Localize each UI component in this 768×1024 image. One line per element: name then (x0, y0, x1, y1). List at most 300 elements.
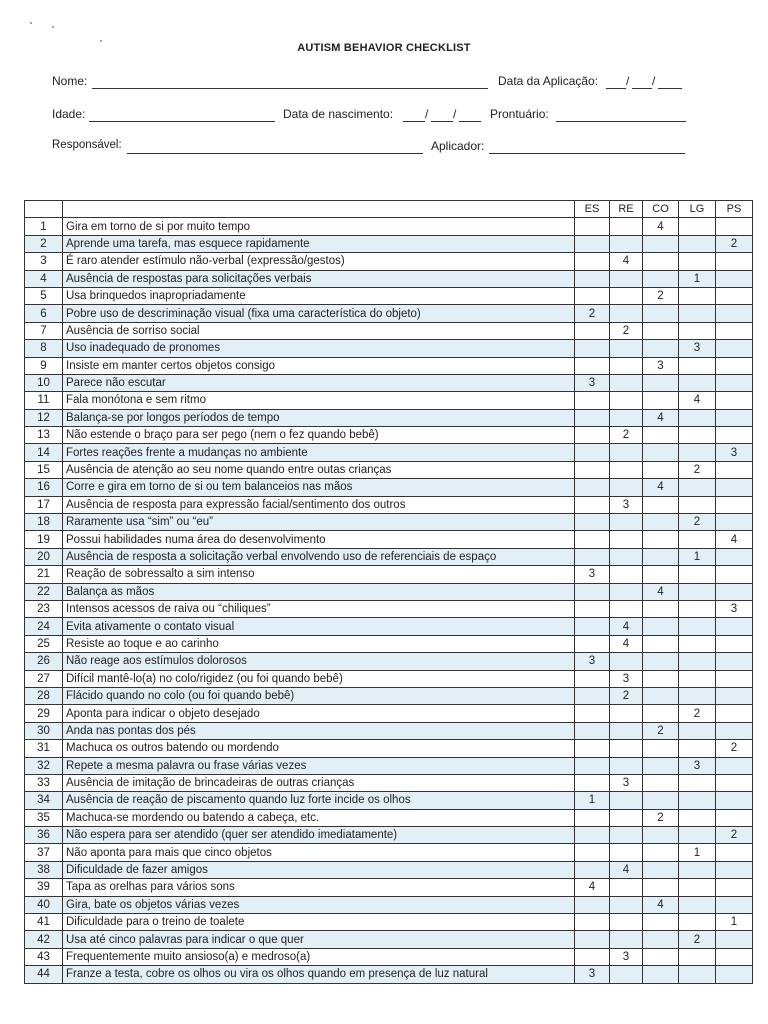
table-row (25, 861, 753, 878)
score-cell-lg[interactable] (679, 409, 716, 426)
score-cell-es[interactable] (575, 914, 610, 931)
item-number: 39 (25, 879, 63, 896)
score-cell-re[interactable] (610, 600, 643, 617)
score-cell-co[interactable] (643, 966, 679, 983)
item-number: 40 (25, 896, 63, 913)
score-cell-re[interactable] (610, 844, 643, 861)
score-cell-co[interactable] (643, 548, 679, 565)
score-cell-es[interactable]: 3 (575, 374, 610, 391)
score-cell-es[interactable]: 3 (575, 653, 610, 670)
score-cell-lg[interactable] (679, 809, 716, 826)
idade-input-line[interactable] (89, 121, 275, 122)
item-number: 37 (25, 844, 63, 861)
score-cell-ps[interactable] (716, 653, 753, 670)
score-cell-ps[interactable] (716, 583, 753, 600)
score-cell-lg[interactable] (679, 479, 716, 496)
score-cell-co[interactable] (643, 653, 679, 670)
score-cell-ps[interactable] (716, 461, 753, 478)
score-cell-lg[interactable] (679, 722, 716, 739)
score-cell-es[interactable] (575, 322, 610, 339)
score-cell-co[interactable] (643, 566, 679, 583)
score-cell-re[interactable] (610, 827, 643, 844)
score-cell-es[interactable] (575, 340, 610, 357)
table-row (25, 948, 753, 965)
score-cell-co[interactable] (643, 235, 679, 252)
score-cell-es[interactable]: 4 (575, 879, 610, 896)
score-cell-re[interactable] (610, 653, 643, 670)
score-cell-lg[interactable] (679, 235, 716, 252)
score-cell-es[interactable] (575, 409, 610, 426)
item-description: Machuca os outros batendo ou mordendo (63, 740, 575, 757)
score-cell-co[interactable] (643, 618, 679, 635)
score-cell-es[interactable] (575, 357, 610, 374)
score-cell-ps[interactable] (716, 392, 753, 409)
data-nascimento-year-line[interactable] (459, 121, 481, 122)
score-cell-re[interactable] (610, 235, 643, 252)
score-cell-re[interactable] (610, 809, 643, 826)
table-row (25, 496, 753, 513)
table-row (25, 653, 753, 670)
score-cell-ps[interactable] (716, 305, 753, 322)
score-cell-re[interactable] (610, 931, 643, 948)
score-cell-es[interactable] (575, 757, 610, 774)
item-description: Evita ativamente o contato visual (63, 618, 575, 635)
score-cell-lg[interactable]: 1 (679, 844, 716, 861)
score-cell-co[interactable] (643, 861, 679, 878)
score-cell-co[interactable] (643, 514, 679, 531)
item-description: Dificuldade de fazer amigos (63, 861, 575, 878)
score-cell-es[interactable] (575, 218, 610, 235)
score-cell-co[interactable] (643, 687, 679, 704)
score-cell-re[interactable]: 4 (610, 618, 643, 635)
score-cell-es[interactable] (575, 827, 610, 844)
score-cell-es[interactable] (575, 392, 610, 409)
score-cell-es[interactable] (575, 235, 610, 252)
score-cell-co[interactable]: 4 (643, 896, 679, 913)
score-cell-re[interactable] (610, 357, 643, 374)
score-cell-co[interactable] (643, 444, 679, 461)
score-cell-ps[interactable]: 4 (716, 531, 753, 548)
item-description: Fala monótona e sem ritmo (63, 392, 575, 409)
item-description: Dificuldade para o treino de toalete (63, 914, 575, 931)
score-cell-lg[interactable] (679, 444, 716, 461)
score-cell-co[interactable]: 2 (643, 287, 679, 304)
item-number: 9 (25, 357, 63, 374)
score-cell-co[interactable] (643, 670, 679, 687)
score-cell-ps[interactable] (716, 809, 753, 826)
score-cell-lg[interactable] (679, 792, 716, 809)
score-cell-es[interactable] (575, 514, 610, 531)
score-cell-es[interactable]: 3 (575, 566, 610, 583)
score-cell-ps[interactable] (716, 896, 753, 913)
score-cell-co[interactable] (643, 774, 679, 791)
score-cell-lg[interactable] (679, 879, 716, 896)
score-cell-ps[interactable] (716, 757, 753, 774)
score-cell-es[interactable]: 3 (575, 966, 610, 983)
score-cell-es[interactable] (575, 896, 610, 913)
score-cell-lg[interactable] (679, 896, 716, 913)
data-nascimento-day-line[interactable] (403, 121, 425, 122)
score-cell-re[interactable] (610, 270, 643, 287)
data-nascimento-month-line[interactable] (431, 121, 453, 122)
score-cell-re[interactable] (610, 461, 643, 478)
score-cell-co[interactable] (643, 600, 679, 617)
score-cell-lg[interactable] (679, 305, 716, 322)
score-cell-re[interactable] (610, 757, 643, 774)
score-cell-lg[interactable] (679, 687, 716, 704)
score-cell-ps[interactable] (716, 618, 753, 635)
column-header-row (25, 201, 753, 218)
score-cell-co[interactable] (643, 305, 679, 322)
score-cell-re[interactable] (610, 409, 643, 426)
score-cell-lg[interactable] (679, 583, 716, 600)
table-row (25, 461, 753, 478)
column-header-ps: PS (716, 201, 753, 218)
data-aplicacao-label: Data da Aplicação: (498, 74, 599, 88)
score-cell-re[interactable] (610, 287, 643, 304)
item-description: Franze a testa, cobre os olhos ou vira os olhos quando em presença de luz natural (63, 966, 575, 983)
score-cell-ps[interactable] (716, 427, 753, 444)
score-cell-lg[interactable] (679, 740, 716, 757)
score-cell-es[interactable] (575, 253, 610, 270)
score-cell-ps[interactable]: 2 (716, 740, 753, 757)
item-number: 5 (25, 287, 63, 304)
score-cell-co[interactable]: 2 (643, 809, 679, 826)
score-cell-es[interactable] (575, 931, 610, 948)
data-aplicacao-day-line[interactable] (606, 88, 626, 89)
score-cell-es[interactable] (575, 722, 610, 739)
score-cell-es[interactable] (575, 844, 610, 861)
score-cell-co[interactable] (643, 757, 679, 774)
score-cell-re[interactable]: 4 (610, 253, 643, 270)
score-cell-ps[interactable] (716, 322, 753, 339)
score-cell-ps[interactable] (716, 774, 753, 791)
score-cell-re[interactable]: 3 (610, 948, 643, 965)
score-cell-re[interactable] (610, 722, 643, 739)
score-cell-re[interactable]: 4 (610, 861, 643, 878)
responsavel-input-line[interactable] (127, 153, 423, 154)
score-cell-lg[interactable] (679, 914, 716, 931)
item-description: Ausência de sorriso social (63, 322, 575, 339)
score-cell-ps[interactable] (716, 218, 753, 235)
item-number: 20 (25, 548, 63, 565)
score-cell-ps[interactable] (716, 479, 753, 496)
aplicador-label: Aplicador: (431, 139, 485, 153)
score-cell-ps[interactable] (716, 287, 753, 304)
score-cell-lg[interactable] (679, 218, 716, 235)
score-cell-co[interactable] (643, 931, 679, 948)
score-cell-re[interactable] (610, 305, 643, 322)
item-description: Repete a mesma palavra ou frase várias vezes (63, 757, 575, 774)
item-number: 23 (25, 600, 63, 617)
score-cell-ps[interactable] (716, 374, 753, 391)
item-description: Ausência de resposta para expressão facial/sentimento dos outros (63, 496, 575, 513)
item-number: 21 (25, 566, 63, 583)
score-cell-es[interactable] (575, 948, 610, 965)
item-description: Resiste ao toque e ao carinho (63, 635, 575, 652)
score-cell-ps[interactable] (716, 496, 753, 513)
data-nascimento-label: Data de nascimento: (283, 107, 394, 121)
score-cell-co[interactable]: 2 (643, 722, 679, 739)
score-cell-co[interactable] (643, 705, 679, 722)
score-cell-es[interactable] (575, 270, 610, 287)
score-cell-re[interactable] (610, 392, 643, 409)
score-cell-re[interactable] (610, 531, 643, 548)
score-cell-re[interactable] (610, 374, 643, 391)
score-cell-co[interactable] (643, 374, 679, 391)
score-cell-es[interactable] (575, 600, 610, 617)
nome-input-line[interactable] (92, 88, 488, 89)
score-cell-lg[interactable]: 1 (679, 270, 716, 287)
score-cell-es[interactable] (575, 548, 610, 565)
item-description: Insiste em manter certos objetos consigo (63, 357, 575, 374)
table-row (25, 305, 753, 322)
score-cell-ps[interactable] (716, 566, 753, 583)
item-number: 32 (25, 757, 63, 774)
table-row (25, 566, 753, 583)
responsavel-label: Responsável: (52, 139, 122, 151)
table-row (25, 966, 753, 983)
form-title: AUTISM BEHAVIOR CHECKLIST (297, 42, 471, 54)
score-cell-lg[interactable] (679, 427, 716, 444)
column-header-lg: LG (679, 201, 716, 218)
score-cell-es[interactable] (575, 583, 610, 600)
score-cell-re[interactable]: 3 (610, 496, 643, 513)
header-number-cell (25, 201, 63, 218)
score-cell-es[interactable] (575, 705, 610, 722)
score-cell-lg[interactable] (679, 635, 716, 652)
score-cell-co[interactable] (643, 340, 679, 357)
score-cell-lg[interactable]: 2 (679, 514, 716, 531)
score-cell-es[interactable] (575, 618, 610, 635)
score-cell-es[interactable] (575, 427, 610, 444)
item-number: 29 (25, 705, 63, 722)
score-cell-ps[interactable]: 3 (716, 444, 753, 461)
score-cell-co[interactable] (643, 879, 679, 896)
score-cell-es[interactable] (575, 444, 610, 461)
score-cell-co[interactable]: 4 (643, 583, 679, 600)
score-cell-es[interactable] (575, 687, 610, 704)
score-cell-co[interactable] (643, 496, 679, 513)
score-cell-lg[interactable] (679, 966, 716, 983)
score-cell-co[interactable] (643, 948, 679, 965)
score-cell-ps[interactable] (716, 705, 753, 722)
table-row (25, 687, 753, 704)
score-cell-lg[interactable] (679, 670, 716, 687)
item-number: 34 (25, 792, 63, 809)
item-description: Usa até cinco palavras para indicar o que quer (63, 931, 575, 948)
score-cell-es[interactable] (575, 774, 610, 791)
score-cell-lg[interactable] (679, 948, 716, 965)
aplicador-input-line[interactable] (489, 153, 685, 154)
score-cell-ps[interactable] (716, 844, 753, 861)
score-cell-co[interactable] (643, 270, 679, 287)
score-cell-co[interactable] (643, 461, 679, 478)
score-cell-es[interactable] (575, 496, 610, 513)
table-row (25, 635, 753, 652)
item-number: 14 (25, 444, 63, 461)
score-cell-re[interactable] (610, 705, 643, 722)
prontuario-input-line[interactable] (556, 121, 686, 122)
score-cell-lg[interactable] (679, 774, 716, 791)
score-cell-ps[interactable]: 2 (716, 827, 753, 844)
table-row (25, 287, 753, 304)
score-cell-co[interactable]: 4 (643, 409, 679, 426)
score-cell-lg[interactable] (679, 653, 716, 670)
score-cell-re[interactable] (610, 444, 643, 461)
table-row (25, 792, 753, 809)
column-header-es: ES (575, 201, 610, 218)
score-cell-co[interactable] (643, 635, 679, 652)
score-cell-lg[interactable]: 2 (679, 705, 716, 722)
score-cell-lg[interactable] (679, 531, 716, 548)
score-cell-co[interactable]: 4 (643, 479, 679, 496)
score-cell-ps[interactable] (716, 548, 753, 565)
score-cell-ps[interactable]: 2 (716, 235, 753, 252)
score-cell-es[interactable]: 2 (575, 305, 610, 322)
header-description-cell (63, 201, 575, 218)
score-cell-re[interactable] (610, 218, 643, 235)
data-aplicacao-month-line[interactable] (632, 88, 652, 89)
table-row (25, 218, 753, 235)
score-cell-es[interactable]: 1 (575, 792, 610, 809)
score-cell-re[interactable]: 2 (610, 687, 643, 704)
score-cell-re[interactable] (610, 879, 643, 896)
item-description: Machuca-se mordendo ou batendo a cabeça, etc. (63, 809, 575, 826)
score-cell-lg[interactable] (679, 357, 716, 374)
score-cell-re[interactable] (610, 914, 643, 931)
item-description: Anda nas pontas dos pés (63, 722, 575, 739)
score-cell-ps[interactable] (716, 270, 753, 287)
score-cell-es[interactable] (575, 740, 610, 757)
score-cell-lg[interactable]: 3 (679, 340, 716, 357)
score-cell-ps[interactable] (716, 253, 753, 270)
score-cell-es[interactable] (575, 461, 610, 478)
item-description: Ausência de reação de piscamento quando luz forte incide os olhos (63, 792, 575, 809)
score-cell-re[interactable]: 3 (610, 774, 643, 791)
score-cell-ps[interactable] (716, 966, 753, 983)
score-cell-re[interactable] (610, 548, 643, 565)
data-aplicacao-year-line[interactable] (658, 88, 682, 89)
table-row (25, 392, 753, 409)
score-cell-co[interactable] (643, 531, 679, 548)
score-cell-es[interactable] (575, 287, 610, 304)
idade-label: Idade: (52, 107, 86, 121)
score-cell-ps[interactable] (716, 861, 753, 878)
score-cell-lg[interactable] (679, 566, 716, 583)
score-cell-re[interactable] (610, 740, 643, 757)
item-number: 44 (25, 966, 63, 983)
score-cell-lg[interactable] (679, 618, 716, 635)
score-cell-es[interactable] (575, 531, 610, 548)
item-description: É raro atender estímulo não-verbal (expressão/gestos) (63, 253, 575, 270)
checklist-body (25, 201, 753, 984)
score-cell-re[interactable] (610, 479, 643, 496)
item-number: 31 (25, 740, 63, 757)
score-cell-co[interactable] (643, 322, 679, 339)
table-row (25, 235, 753, 252)
score-cell-ps[interactable] (716, 514, 753, 531)
score-cell-lg[interactable]: 1 (679, 548, 716, 565)
score-cell-ps[interactable] (716, 879, 753, 896)
score-cell-ps[interactable]: 1 (716, 914, 753, 931)
item-description: Não espera para ser atendido (quer ser atendido imediatamente) (63, 827, 575, 844)
score-cell-ps[interactable]: 3 (716, 600, 753, 617)
score-cell-ps[interactable] (716, 687, 753, 704)
score-cell-lg[interactable]: 2 (679, 461, 716, 478)
score-cell-lg[interactable]: 4 (679, 392, 716, 409)
score-cell-co[interactable]: 3 (643, 357, 679, 374)
score-cell-co[interactable] (643, 253, 679, 270)
score-cell-es[interactable] (575, 635, 610, 652)
score-cell-re[interactable] (610, 566, 643, 583)
score-cell-co[interactable]: 4 (643, 218, 679, 235)
score-cell-ps[interactable] (716, 931, 753, 948)
score-cell-es[interactable] (575, 479, 610, 496)
item-description: Reação de sobressalto a sim intenso (63, 566, 575, 583)
score-cell-co[interactable] (643, 792, 679, 809)
table-row (25, 374, 753, 391)
score-cell-ps[interactable] (716, 948, 753, 965)
item-number: 8 (25, 340, 63, 357)
score-cell-re[interactable] (610, 966, 643, 983)
score-cell-re[interactable]: 2 (610, 427, 643, 444)
score-cell-ps[interactable] (716, 357, 753, 374)
score-cell-re[interactable]: 2 (610, 322, 643, 339)
score-cell-ps[interactable] (716, 792, 753, 809)
score-cell-ps[interactable] (716, 722, 753, 739)
score-cell-co[interactable] (643, 392, 679, 409)
table-row (25, 427, 753, 444)
score-cell-lg[interactable]: 2 (679, 931, 716, 948)
item-description: Balança as mãos (63, 583, 575, 600)
score-cell-ps[interactable] (716, 635, 753, 652)
score-cell-re[interactable] (610, 896, 643, 913)
score-cell-es[interactable] (575, 861, 610, 878)
score-cell-es[interactable] (575, 809, 610, 826)
score-cell-lg[interactable] (679, 322, 716, 339)
score-cell-es[interactable] (575, 670, 610, 687)
score-cell-ps[interactable] (716, 670, 753, 687)
score-cell-re[interactable] (610, 792, 643, 809)
table-row (25, 479, 753, 496)
score-cell-re[interactable]: 3 (610, 670, 643, 687)
score-cell-co[interactable] (643, 740, 679, 757)
table-row (25, 931, 753, 948)
score-cell-lg[interactable] (679, 496, 716, 513)
score-cell-lg[interactable] (679, 374, 716, 391)
score-cell-re[interactable]: 4 (610, 635, 643, 652)
score-cell-ps[interactable] (716, 409, 753, 426)
score-cell-lg[interactable] (679, 861, 716, 878)
score-cell-lg[interactable] (679, 287, 716, 304)
score-cell-co[interactable] (643, 914, 679, 931)
item-description: Parece não escutar (63, 374, 575, 391)
score-cell-re[interactable] (610, 514, 643, 531)
score-cell-re[interactable] (610, 340, 643, 357)
score-cell-co[interactable] (643, 844, 679, 861)
score-cell-lg[interactable] (679, 253, 716, 270)
score-cell-ps[interactable] (716, 340, 753, 357)
score-cell-co[interactable] (643, 827, 679, 844)
score-cell-lg[interactable]: 3 (679, 757, 716, 774)
scan-speck (30, 22, 32, 24)
score-cell-co[interactable] (643, 427, 679, 444)
score-cell-re[interactable] (610, 583, 643, 600)
score-cell-lg[interactable] (679, 827, 716, 844)
score-cell-lg[interactable] (679, 600, 716, 617)
table-row (25, 879, 753, 896)
